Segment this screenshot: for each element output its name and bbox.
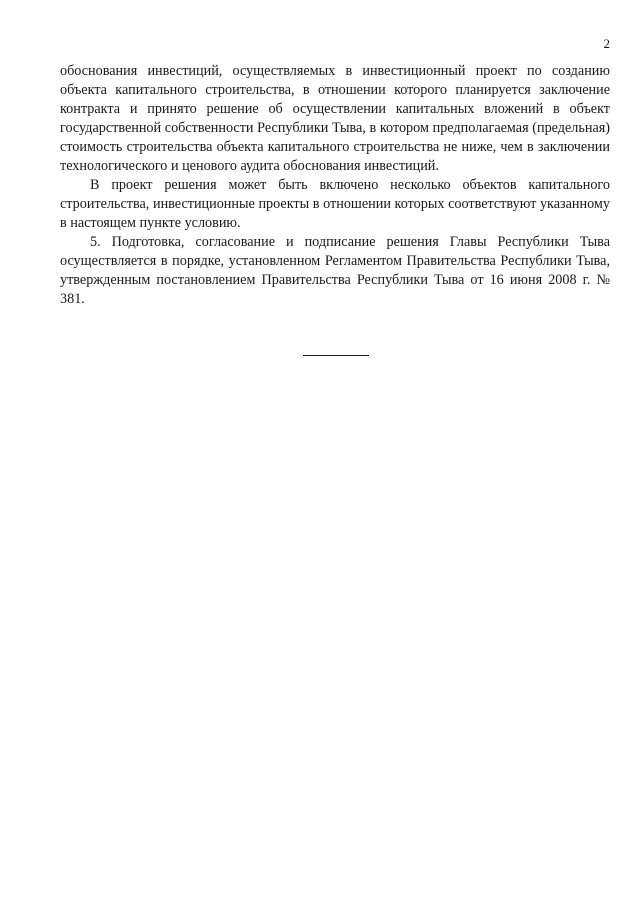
paragraph-point-5: 5. Подготовка, согласование и подписание решения Главы Республики Тыва осуществляется в порядке, установленном Регламентом Правительства Республики Тыва, утвержденным постановлением Правительства Республики Тыва от 16 июня 2008 г. № 381. — [60, 234, 610, 307]
end-of-document-rule — [303, 355, 369, 356]
document-body — [60, 62, 610, 309]
page-number: 2 — [603, 36, 610, 51]
paragraph-investment-justification: обоснования инвестиций, осуществляемых в инвестиционный проект по созданию объекта капитального строительства, в отношении которого планируется заключение контракта и принято решение об осуществлении капитальных вложений в объект государственной собственности Республики Тыва, в котором предполагаемая (предельная) стоимость строительства объекта капитального строительства не ниже, чем в заключении технологического и ценового аудита обоснования инвестиций. — [60, 63, 610, 174]
paragraph-multiple-objects: В проект решения может быть включено несколько объектов капитального строительства, инвестиционные проекты в отношении которых соответствуют указанному в настоящем пункте условию. — [60, 177, 610, 231]
